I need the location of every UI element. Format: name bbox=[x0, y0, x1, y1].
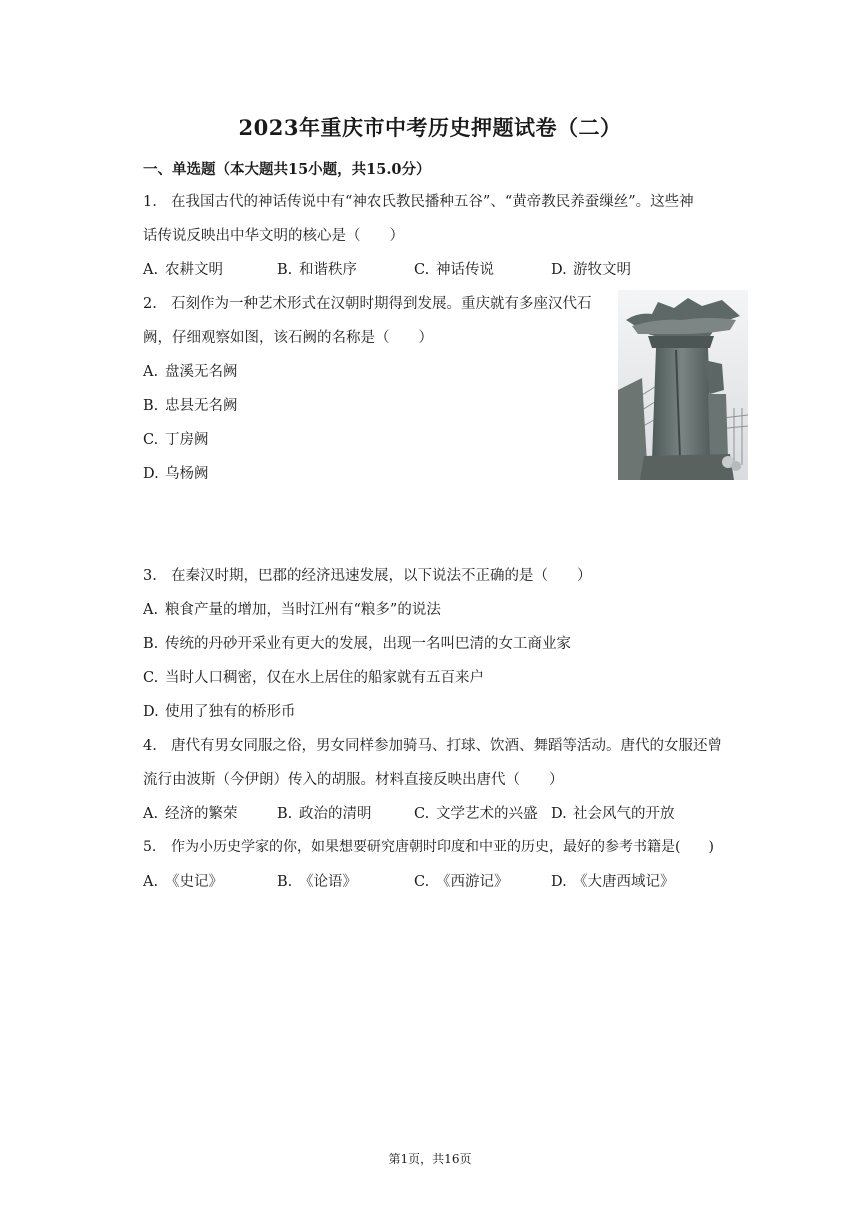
q1-option-c: C. 神话传说 bbox=[414, 262, 494, 278]
q4-option-d: D. 社会风气的开放 bbox=[551, 806, 675, 822]
q2-option-d: D. 乌杨阙 bbox=[143, 466, 209, 482]
question-number: 1. bbox=[143, 194, 157, 210]
question-text: 在秦汉时期，巴郡的经济迅速发展，以下说法不正确的是（ ） bbox=[171, 568, 592, 584]
q5-option-a: A. 《史记》 bbox=[143, 874, 223, 890]
question-number: 3. bbox=[143, 568, 157, 584]
q1-option-b: B. 和谐秩序 bbox=[277, 262, 357, 278]
question-3 bbox=[143, 564, 592, 585]
question-5 bbox=[143, 836, 714, 856]
question-1-line-2: 话传说反映出中华文明的核心是（ ） bbox=[143, 228, 404, 244]
q4-option-c: C. 文学艺术的兴盛 bbox=[414, 806, 538, 822]
q2-option-c: C. 丁房阙 bbox=[143, 432, 209, 448]
q5-option-d: D. 《大唐西域记》 bbox=[551, 874, 675, 890]
question-number: 5. bbox=[143, 839, 157, 855]
question-2-line-2: 阙，仔细观察如图，该石阙的名称是（ ） bbox=[143, 330, 433, 346]
q1-option-d: D. 游牧文明 bbox=[551, 262, 631, 278]
exam-title: 2023年重庆市中考历史押题试卷（二） bbox=[238, 115, 622, 140]
question-text: 唐代有男女同服之俗，男女同样参加骑马、打球、饮酒、舞蹈等活动。唐代的女服还曾 bbox=[171, 738, 722, 754]
question-text: 石刻作为一种艺术形式在汉朝时期得到发展。重庆就有多座汉代石 bbox=[171, 296, 592, 312]
q3-option-d: D. 使用了独有的桥形币 bbox=[143, 704, 296, 720]
q5-option-b: B. 《论语》 bbox=[277, 874, 357, 890]
question-2 bbox=[143, 292, 592, 313]
question-4 bbox=[143, 734, 722, 755]
question-1 bbox=[143, 190, 694, 211]
question-text: 在我国古代的神话传说中有“神农氏教民播种五谷”、“黄帝教民养蚕缫丝”。这些神 bbox=[171, 194, 694, 210]
q4-option-a: A. 经济的繁荣 bbox=[143, 806, 238, 822]
q4-option-b: B. 政治的清明 bbox=[277, 806, 372, 822]
stone-que-image bbox=[618, 290, 748, 480]
question-text: 作为小历史学家的你，如果想要研究唐朝时印度和中亚的历史，最好的参考书籍是( ) bbox=[171, 839, 714, 855]
q5-option-c: C. 《西游记》 bbox=[414, 874, 509, 890]
section-heading: 一、单选题（本大题共15小题，共15.0分） bbox=[143, 161, 431, 178]
question-number: 4. bbox=[143, 738, 157, 754]
page-footer: 第1页，共16页 bbox=[388, 1152, 472, 1166]
q1-option-a: A. 农耕文明 bbox=[143, 262, 223, 278]
q2-option-b: B. 忠县无名阙 bbox=[143, 398, 238, 414]
q2-option-a: A. 盘溪无名阙 bbox=[143, 364, 238, 380]
question-number: 2. bbox=[143, 296, 157, 312]
stone-que-photo bbox=[618, 290, 748, 480]
q3-option-b: B. 传统的丹砂开采业有更大的发展，出现一名叫巴清的女工商业家 bbox=[143, 636, 571, 652]
q3-option-a: A. 粮食产量的增加，当时江州有“粮多”的说法 bbox=[143, 602, 441, 618]
q3-option-c: C. 当时人口稠密，仅在水上居住的船家就有五百来户 bbox=[143, 670, 484, 686]
question-4-line-2: 流行由波斯（今伊朗）传入的胡服。材料直接反映出唐代（ ） bbox=[143, 772, 564, 788]
